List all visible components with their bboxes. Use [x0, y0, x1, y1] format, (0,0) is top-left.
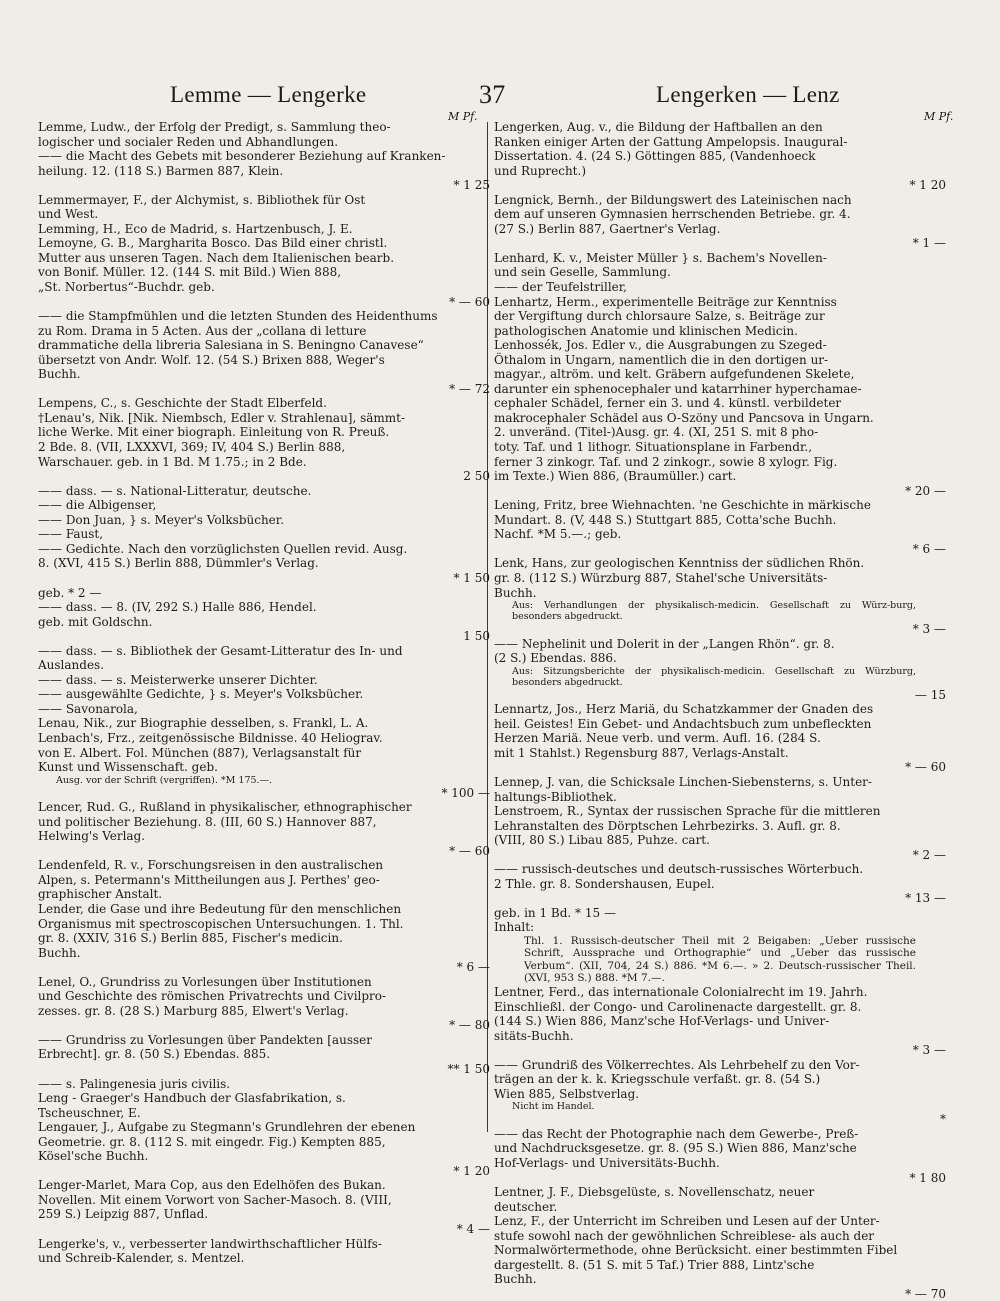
entry-line: Tscheuschner, E.	[38, 1105, 141, 1120]
entry-price: * — 60	[449, 294, 490, 309]
entry-line: Lenhartz, Herm., experimentelle Beiträge zur Kenntniss	[494, 294, 837, 309]
entry-line: Auslandes.	[38, 658, 105, 673]
entry-line: Lender, die Gase und ihre Bedeutung für den menschlichen	[38, 901, 402, 916]
catalog-entry	[494, 775, 916, 804]
entry-price: * 6 —	[912, 541, 946, 556]
catalog-entry	[38, 396, 470, 411]
entry-price: *	[940, 1112, 946, 1127]
entry-line: Warschauer. geb. in 1 Bd. M 1.75.; in 2 Bde.	[38, 454, 307, 469]
catalog-entry	[494, 1214, 946, 1301]
catalog-entry	[494, 636, 946, 703]
catalog-entry	[38, 1178, 490, 1237]
entry-price: 1 50	[463, 629, 490, 644]
catalog-entry	[38, 222, 470, 237]
column-divider	[487, 122, 488, 1132]
catalog-entry	[38, 1077, 470, 1092]
entry-line: heilung. 12. (118 S.) Barmen 887, Klein.	[38, 163, 284, 178]
catalog-entry	[38, 974, 490, 1033]
entry-line: Lehranstalten des Dörptschen Lehrbezirks. 3. Aufl. gr. 8.	[494, 818, 841, 833]
entry-line: Lentner, J. F., Diebsgelüste, s. Novellenschatz, neuer	[494, 1185, 815, 1200]
entry-line: graphischer Anstalt.	[38, 887, 163, 902]
entry-price: * 20 —	[905, 483, 946, 498]
catalog-entry	[494, 1057, 946, 1127]
currency-label-left: M Pf.	[448, 110, 478, 123]
entry-line: und politischer Beziehung. 8. (III, 60 S.) Hannover 887,	[38, 814, 377, 829]
entry-line: geb. in 1 Bd. * 15 —	[494, 905, 616, 920]
entry-line: —— Gedichte. Nach den vorzüglichsten Quellen revid. Ausg.	[38, 541, 408, 556]
entry-line: im Texte.) Wien 886, (Braumüller.) cart.	[494, 469, 737, 484]
entry-line: Herzen Mariä. Neue verb. und verm. Aufl. 16. (284 S.	[494, 731, 821, 746]
entry-line: zesses. gr. 8. (28 S.) Marburg 885, Elwert's Verlag.	[38, 1003, 349, 1018]
entry-line: stufe sowohl nach der gewöhnlichen Schreiblese- als auch der	[494, 1228, 875, 1243]
entry-line: Lempens, C., s. Geschichte der Stadt Elberfeld.	[38, 396, 327, 411]
entry-line: „St. Norbertus“-Buchdr. geb.	[38, 280, 215, 295]
entry-line: Lenstroem, R., Syntax der russischen Sprache für die mittleren	[494, 804, 881, 819]
entry-line: und sein Geselle, Sammlung.	[494, 265, 671, 280]
entry-line: und Schreib-Kalender, s. Mentzel.	[38, 1251, 245, 1266]
currency-label-right: M Pf.	[924, 110, 954, 123]
catalog-entry	[494, 338, 946, 498]
entry-line: Lengerken, Aug. v., die Bildung der Haftballen an den	[494, 120, 823, 134]
entry-line: Organismus mit spectroscopischen Untersuchungen. 1. Thl.	[38, 916, 404, 931]
catalog-entry	[38, 120, 490, 193]
entry-line: Lenger-Marlet, Mara Cop, aus den Edelhöfen des Bukan.	[38, 1178, 386, 1193]
entry-line: —— s. Palingenesia juris civilis.	[38, 1076, 231, 1091]
catalog-entry	[38, 541, 490, 586]
catalog-entry	[38, 858, 470, 902]
entry-line: gr. 8. (112 S.) Würzburg 887, Stahel'sche Universitäts-	[494, 570, 828, 585]
catalog-entry	[38, 484, 470, 542]
entry-line: —— ausgewählte Gedichte, } s. Meyer's Volksbücher.	[38, 687, 364, 702]
entry-line: Lemmermayer, F., der Alchymist, s. Bibliothek für Ost	[38, 192, 366, 207]
catalog-entry	[38, 236, 490, 309]
entry-line: Kunst und Wissenschaft. geb.	[38, 760, 218, 775]
entry-line: und Nachdrucksgesetze. gr. 8. (95 S.) Wien 886, Manz'sche	[494, 1141, 857, 1156]
entry-line: Mundart. 8. (V, 448 S.) Stuttgart 885, Cotta'sche Buchh.	[494, 512, 837, 527]
entry-line: Buchh.	[494, 1272, 537, 1287]
entry-price: * 13 —	[905, 891, 946, 906]
entry-line: Wien 885, Selbstverlag.	[494, 1086, 640, 1101]
entry-line: Lenau, Nik., zur Biographie desselben, s. Frankl, L. A.	[38, 716, 369, 731]
catalog-entry	[494, 498, 946, 556]
entry-line: geb. * 2 —	[38, 585, 102, 600]
entry-line: gr. 8. (XXIV, 316 S.) Berlin 885, Fischer's medicin.	[38, 931, 343, 946]
entry-line: Lengauer, J., Aufgabe zu Stegmann's Grundlehren der ebenen	[38, 1120, 416, 1135]
entry-line: Nachf. *M 5.—.; geb.	[494, 527, 622, 542]
catalog-entry	[38, 901, 490, 975]
entry-line: Leng - Graeger's Handbuch der Glasfabrikation, s.	[38, 1091, 346, 1106]
entry-price: * 1 —	[912, 236, 946, 251]
entry-line: Lencer, Rud. G., Rußland in physikalischer, ethnographischer	[38, 800, 412, 815]
entry-price: * 4 —	[456, 1222, 490, 1237]
entry-line: cephaler Schädel, ferner ein 3. und 4. künstl. verbildeter	[494, 396, 842, 411]
entry-line: Lengnick, Bernh., der Bildungswert des Lateinischen nach	[494, 192, 852, 207]
entry-line: —— Grundriss zu Vorlesungen über Pandekten [ausser	[38, 1032, 372, 1047]
entry-price: ** 1 50	[447, 1062, 490, 1076]
entry-line: Geometrie. gr. 8. (112 S. mit eingedr. Fig.) Kempten 885,	[38, 1134, 386, 1149]
entry-line: dem auf unseren Gymnasien herrschenden Betriebe. gr. 4.	[494, 207, 851, 222]
entry-line: Lengerke's, v., verbesserter landwirthschaftlicher Hülfs-	[38, 1236, 382, 1251]
entry-line: pathologischen Anatomie und klinischen Medicin.	[494, 323, 798, 338]
entry-price: * — 80	[449, 1018, 490, 1033]
entry-price: * 1 25	[453, 178, 490, 193]
entry-line: Kösel'sche Buchh.	[38, 1149, 149, 1164]
entry-price: 2 50	[463, 469, 490, 484]
entry-line: mit 1 Stahlst.) Regensburg 887, Verlags-Anstalt.	[494, 745, 789, 760]
entry-price: * 1 80	[909, 1170, 946, 1185]
entry-line: und Geschichte des römischen Privatrechts und Civilpro-	[38, 989, 387, 1004]
entry-price: * 3 —	[912, 1043, 946, 1058]
entry-line: Buchh.	[38, 945, 81, 960]
entry-note: Thl. 1. Russisch-deutscher Theil mit 2 Beigaben: „Ueber russische Schrift, Aussprache und Orthographie“ und „Ueber das russische Verbum“. (XII, 704, 24 S.) 886. *M 6.—. » 2. Deutsch-russischer Theil. (XVI, 953 S.) 888. *M 7.—.	[524, 934, 916, 985]
entry-line: —— der Teufelstriller,	[494, 280, 627, 295]
entry-line: Hof-Verlags- und Universitäts-Buchh.	[494, 1156, 720, 1170]
entry-line: Mutter aus unseren Tagen. Nach dem Italienischen bearb.	[38, 250, 395, 265]
catalog-entry	[38, 1237, 470, 1266]
entry-line: der Vergiftung durch chlorsaure Salze, s. Beiträge zur	[494, 309, 825, 324]
entry-line: Erbrecht]. gr. 8. (50 S.) Ebendas. 885.	[38, 1047, 271, 1062]
entry-line: —— russisch-deutsches und deutsch-russisches Wörterbuch.	[494, 862, 864, 877]
entry-line: (144 S.) Wien 886, Manz'sche Hof-Verlags- und Univer-	[494, 1014, 830, 1029]
entry-line: Helwing's Verlag.	[38, 829, 146, 844]
catalog-entry	[494, 1126, 946, 1185]
entry-price: * 100 —	[441, 785, 490, 800]
entry-line: Lenhossék, Jos. Edler v., die Ausgrabungen zu Szeged-	[494, 338, 827, 353]
entry-line: makrocephaler Schädel aus O-Szöny und Pancsova in Ungarn.	[494, 410, 874, 425]
entry-line: trägen an der k. k. Kriegsschule verfaßt. gr. 8. (54 S.)	[494, 1072, 821, 1087]
left-column	[38, 120, 490, 1266]
entry-line: Lemoyne, G. B., Margharita Bosco. Das Bild einer christl.	[38, 236, 388, 251]
entry-price: * 1 20	[453, 1163, 490, 1178]
entry-line: Lennep, J. van, die Schicksale Linchen-Siebensterns, s. Unter-	[494, 774, 872, 789]
entry-line: Lenel, O., Grundriss zu Vorlesungen über Institutionen	[38, 974, 372, 989]
entry-line: —— dass. — s. Meisterwerke unserer Dichter.	[38, 672, 318, 687]
entry-note: Aus: Sitzungsberichte der physikalisch-medicin. Gesellschaft zu Würzburg, besonders abgedruckt.	[512, 665, 916, 688]
running-head-left: Lemme — Lengerke	[170, 82, 367, 107]
entry-line: Öthalom in Ungarn, namentlich die in den dortigen ur-	[494, 352, 829, 367]
page-number: 37	[479, 80, 506, 109]
entry-note: Ausg. vor der Schrift (vergriffen). *M 175.—.	[56, 774, 273, 786]
entry-line: (27 S.) Berlin 887, Gaertner's Verlag.	[494, 221, 721, 236]
catalog-entry	[494, 192, 946, 251]
entry-line: 2. unveränd. (Titel-)Ausg. gr. 4. (XI, 251 S. mit 8 pho-	[494, 425, 819, 440]
entry-line: 2 Thle. gr. 8. Sondershausen, Eupel.	[494, 876, 715, 891]
entry-line: —— die Stampfmühlen und die letzten Stunden des Heidenthums	[38, 309, 438, 324]
entry-line: †Lenau's, Nik. [Nik. Niembsch, Edler v. Strahlenau], sämmt-	[38, 410, 406, 425]
entry-line: und Ruprecht.)	[494, 163, 587, 178]
catalog-entry	[494, 920, 916, 985]
entry-line: sitäts-Buchh.	[494, 1028, 574, 1043]
catalog-entry	[38, 410, 490, 484]
catalog-entry	[38, 309, 490, 396]
catalog-entry	[38, 1032, 490, 1077]
entry-line: Ranken einiger Arten der Gattung Ampelopsis. Inaugural-	[494, 134, 848, 149]
catalog-entry	[38, 600, 490, 644]
entry-line: übersetzt von Andr. Wolf. 12. (54 S.) Brixen 888, Weger's	[38, 352, 385, 367]
entry-line: Alpen, s. Petermann's Mittheilungen aus J. Perthes' geo-	[38, 872, 380, 887]
entry-line: heil. Geistes! Ein Gebet- und Andachtsbuch zum unbefleckten	[494, 716, 872, 731]
catalog-entry	[38, 586, 470, 601]
entry-price: — 15	[914, 687, 946, 702]
catalog-entry	[494, 984, 946, 1058]
entry-line: Normalwörtermethode, ohne Berücksicht. einer bestimmten Fibel	[494, 1243, 898, 1258]
entry-line: Lendenfeld, R. v., Forschungsreisen in den australischen	[38, 858, 384, 873]
entry-line: Lenbach's, Frz., zeitgenössische Bildnisse. 40 Heliograv.	[38, 730, 383, 745]
entry-line: —— die Macht des Gebets mit besonderer Beziehung auf Kranken-	[38, 149, 446, 164]
running-head-right: Lengerken — Lenz	[656, 82, 840, 107]
entry-line: Dissertation. 4. (24 S.) Göttingen 885, (Vandenhoeck	[494, 149, 816, 164]
catalog-entry	[494, 251, 916, 295]
entry-line: —— Nephelinit und Dolerit in der „Langen Rhön“. gr. 8.	[494, 636, 835, 651]
entry-line: —— dass. — s. National-Litteratur, deutsche.	[38, 483, 312, 498]
entry-line: Lenk, Hans, zur geologischen Kenntniss der südlichen Rhön.	[494, 556, 865, 571]
catalog-entry	[494, 804, 946, 862]
catalog-entry	[494, 702, 946, 775]
entry-note: Nicht im Handel.	[512, 1101, 595, 1113]
catalog-entry	[494, 1185, 916, 1214]
entry-line: magyar., altröm. und kelt. Gräbern aufgefundenen Skelete,	[494, 367, 855, 382]
entry-line: Lenz, F., der Unterricht im Schreiben und Lesen auf der Unter-	[494, 1214, 880, 1229]
catalog-entry	[38, 800, 490, 858]
catalog-entry	[38, 1091, 470, 1120]
entry-line: von E. Albert. Fol. München (887), Verlagsanstalt für	[38, 745, 362, 760]
entry-line: —— dass. — 8. (IV, 292 S.) Halle 886, Hendel.	[38, 600, 317, 615]
entry-price: * 1 20	[909, 178, 946, 193]
entry-line: 8. (XVI, 415 S.) Berlin 888, Dümmler's Verlag.	[38, 556, 319, 571]
entry-line: (2 S.) Ebendas. 886.	[494, 651, 617, 666]
entry-line: darunter ein sphenocephaler und katarrhiner hyperchamae-	[494, 381, 862, 396]
entry-line: Einschließl. der Congo- und Carolinenacte dargestellt. gr. 8.	[494, 999, 862, 1014]
entry-price: * — 72	[449, 381, 490, 396]
entry-line: 259 S.) Leipzig 887, Unflad.	[38, 1207, 209, 1222]
entry-line: und West.	[38, 207, 99, 222]
entry-line: Lennartz, Jos., Herz Mariä, du Schatzkammer der Gnaden des	[494, 702, 874, 717]
entry-price: * 3 —	[912, 622, 946, 637]
entry-line: drammatiche della libreria Salesiana in S. Beningno Canavese“	[38, 338, 424, 353]
entry-line: zu Rom. Drama in 5 Acten. Aus der „collana di letture	[38, 323, 367, 338]
entry-line: —— die Albigenser,	[38, 498, 157, 513]
catalog-entry	[494, 556, 946, 637]
catalog-entry	[494, 295, 916, 339]
entry-price: * — 60	[449, 843, 490, 858]
entry-price: * 6 —	[456, 960, 490, 975]
entry-line: Buchh.	[494, 585, 537, 600]
entry-line: —— das Recht der Photographie nach dem Gewerbe-, Preß-	[494, 1126, 859, 1141]
entry-price: * — 60	[905, 760, 946, 775]
catalog-entry	[38, 644, 470, 717]
entry-line: Lemme, Ludw., der Erfolg der Predigt, s. Sammlung theo-	[38, 120, 391, 134]
entry-price: * 1 50	[453, 570, 490, 585]
entry-line: liche Werke. Mit einer biograph. Einleitung von R. Preuß.	[38, 425, 390, 440]
catalog-entry	[38, 193, 470, 222]
entry-line: Lenhard, K. v., Meister Müller } s. Bachem's Novellen-	[494, 250, 827, 265]
entry-line: —— Grundriß des Völkerrechtes. Als Lehrbehelf zu den Vor-	[494, 1057, 860, 1072]
entry-line: dargestellt. 8. (51 S. mit 5 Taf.) Trier 888, Lintz'sche	[494, 1257, 815, 1272]
entry-line: haltungs-Bibliothek.	[494, 789, 617, 804]
right-column	[494, 120, 946, 1301]
entry-line: (VIII, 80 S.) Libau 885, Puhze. cart.	[494, 833, 710, 848]
entry-line: Lening, Fritz, bree Wiehnachten. 'ne Geschichte in märkische	[494, 498, 871, 513]
entry-line: logischer und socialer Reden und Abhandlungen.	[38, 134, 339, 149]
entry-price: * — 70	[905, 1286, 946, 1301]
entry-line: Lemming, H., Eco de Madrid, s. Hartzenbusch, J. E.	[38, 221, 353, 236]
entry-line: toty. Taf. und 1 lithogr. Situationsplane in Farbendr.,	[494, 440, 813, 455]
catalog-entry	[38, 716, 470, 731]
entry-note: Aus: Verhandlungen der physikalisch-medicin. Gesellschaft zu Würz-burg, besonders abgedruckt.	[512, 600, 916, 623]
entry-line: —— dass. — s. Bibliothek der Gesamt-Litteratur des In- und	[38, 643, 403, 658]
entry-line: von Bonif. Müller. 12. (144 S. mit Bild.) Wien 888,	[38, 265, 342, 280]
entry-line: Buchh.	[38, 367, 81, 382]
entry-line: —— Don Juan, } s. Meyer's Volksbücher.	[38, 512, 285, 527]
entry-line: Novellen. Mit einem Vorwort von Sacher-Masoch. 8. (VIII,	[38, 1192, 392, 1207]
catalog-entry	[494, 120, 946, 193]
entry-line: —— Savonarola,	[38, 701, 138, 716]
entry-line: geb. mit Goldschn.	[38, 614, 153, 629]
entry-line: Inhalt:	[494, 920, 535, 935]
catalog-entry	[38, 1120, 490, 1178]
entry-line: —— Faust,	[38, 527, 104, 542]
catalog-entry	[38, 730, 490, 800]
entry-line: ferner 3 zinkogr. Taf. und 2 zinkogr., sowie 8 xylogr. Fig.	[494, 454, 838, 469]
entry-line: 2 Bde. 8. (VII, LXXXVI, 369; IV, 404 S.) Berlin 888,	[38, 440, 346, 455]
entry-line: Lentner, Ferd., das internationale Colonialrecht im 19. Jahrh.	[494, 984, 868, 999]
catalog-entry	[494, 862, 946, 906]
entry-line: deutscher.	[494, 1199, 558, 1214]
catalog-entry	[494, 906, 916, 921]
entry-price: * 2 —	[912, 847, 946, 862]
